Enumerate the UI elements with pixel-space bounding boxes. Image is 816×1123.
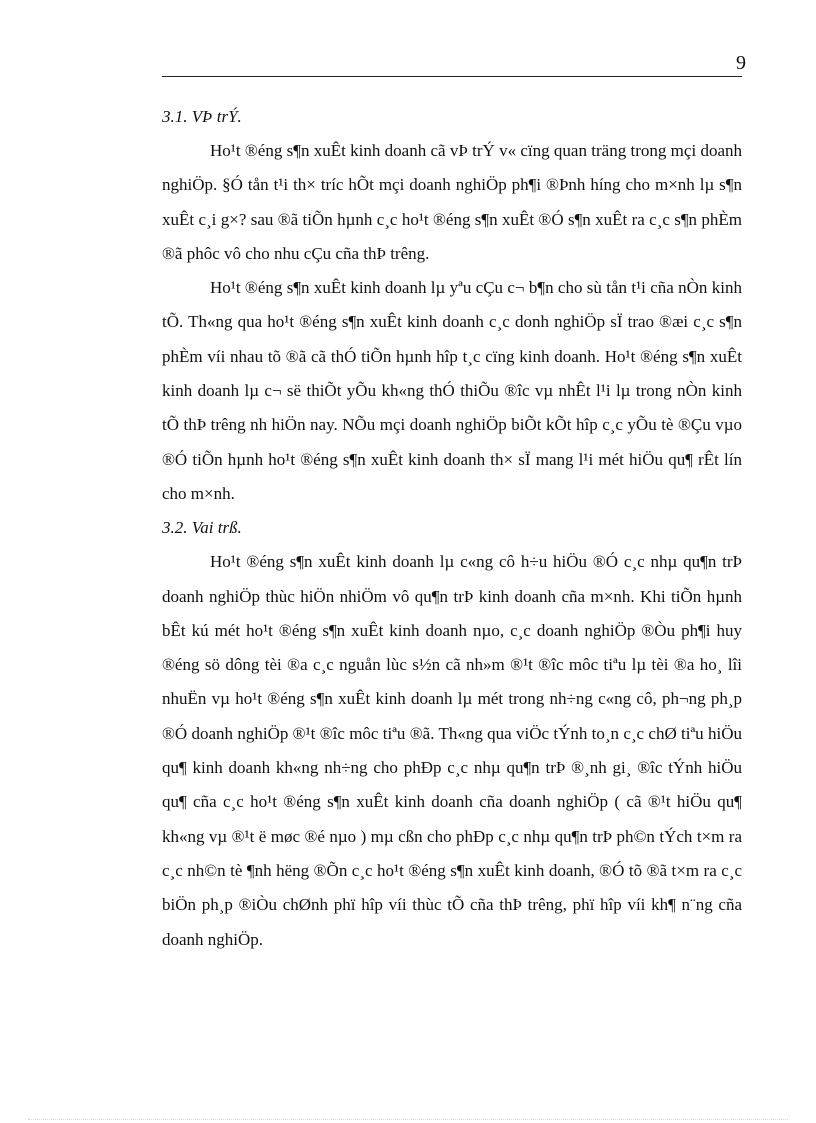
- document-body: [162, 100, 742, 957]
- paragraph: Ho¹t ®éng s¶n xuÊt kinh doanh lµ yªu cÇu c¬ b¶n cho sù tån t¹i cña nÒn kinh tÕ. Th«ng qua ho¹t ®éng s¶n xuÊt kinh doanh c¸c donh nghiÖp sÏ trao ®æi c¸c s¶n phÈm víi nhau tõ ®ã cã thÓ tiÕn hµnh hîp t¸c cïng kinh doanh. Ho¹t ®éng s¶n xuÊt kinh doanh lµ c¬ së thiÕt yÕu kh«ng thÓ thiÕu ®îc vµ nhÊt l¹i lµ trong nÒn kinh tÕ thÞ trêng nh hiÖn nay. NÕu mçi doanh nghiÖp biÕt kÕt hîp c¸c yÕu tè ®Çu vµo ®Ó tiÕn hµnh ho¹t ®éng s¶n xuÊt kinh doanh th× sÏ mang l¹i mét hiÖu qu¶ rÊt lín cho m×nh.: [162, 278, 742, 503]
- page-bottom-divider: [28, 1119, 788, 1120]
- paragraph: Ho¹t ®éng s¶n xuÊt kinh doanh lµ c«ng cô h÷u hiÖu ®Ó c¸c nhµ qu¶n trÞ doanh nghiÖp thùc hiÖn nhiÖm vô qu¶n trÞ kinh doanh cña m×nh. Khi tiÕn hµnh bÊt kú mét ho¹t ®éng s¶n xuÊt kinh doanh nµo, c¸c doanh nghiÖp ®Òu ph¶i huy ®éng sö dông tèi ®a c¸c nguån lùc s½n cã nh»m ®¹t ®îc môc tiªu lµ tèi ®a ho¸ lîi nhuËn vµ ho¹t ®éng s¶n xuÊt kinh doanh lµ mét trong nh÷ng c«ng cô, ph¬ng ph¸p ®Ó doanh nghiÖp ®¹t ®îc môc tiªu ®ã. Th«ng qua viÖc tÝnh to¸n c¸c chØ tiªu hiÖu qu¶ kinh doanh kh«ng nh÷ng cho phÐp c¸c nhµ qu¶n trÞ ®¸nh gi¸ ®îc tÝnh hiÖu qu¶ cña c¸c ho¹t ®éng s¶n xuÊt kinh doanh cña doanh nghiÖp ( cã ®¹t hiÖu qu¶ kh«ng vµ ®¹t ë møc ®é nµo ) mµ cßn cho phÐp c¸c nhµ qu¶n trÞ ph©n tÝch t×m ra c¸c nh©n tè ¶nh hëng ®Õn c¸c ho¹t ®éng s¶n xuÊt kinh doanh, ®Ó tõ ®ã t×m ra c¸c biÖn ph¸p ®iÒu chØnh phï hîp víi thùc tÕ cña thÞ trêng, phï hîp víi kh¶ n¨ng cña doanh nghiÖp.: [162, 552, 742, 949]
- section-heading-role: 3.2. Vai trß.: [162, 518, 242, 538]
- paragraph: Ho¹t ®éng s¶n xuÊt kinh doanh cã vÞ trÝ v« cïng quan träng trong mçi doanh nghiÖp. §Ó tån t¹i th× tríc hÕt mçi doanh nghiÖp ph¶i ®Þnh híng cho m×nh lµ s¶n xuÊt c¸i g×? sau ®ã tiÕn hµnh c¸c ho¹t ®éng s¶n xuÊt ®Ó s¶n xuÊt ra c¸c s¶n phÈm ®ã phôc vô cho nhu cÇu cña thÞ trêng.: [162, 141, 742, 263]
- section-heading-position: 3.1. VÞ trÝ.: [162, 107, 242, 126]
- page-number: 9: [736, 52, 746, 74]
- header-rule: [162, 76, 742, 77]
